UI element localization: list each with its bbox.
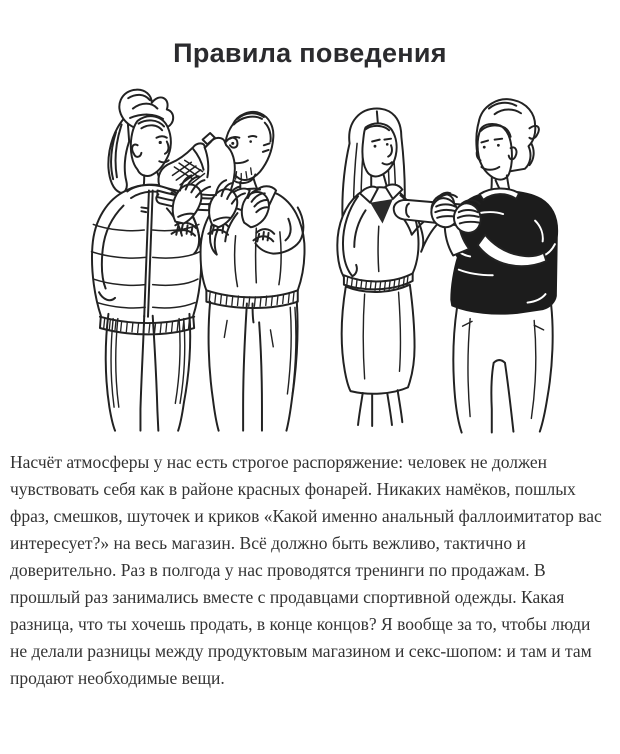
illustration	[18, 85, 602, 443]
article-paragraph: Насчёт атмосферы у нас есть строгое распоряжение: человек не должен чувствовать себя как в районе красных фонарей. Никаких намёков, пошлых фраз, смешков, шуточек и криков «Какой именно анальный фаллоимитатор вас интересует?» на весь магазин. Всё должно быть вежливо, тактично и доверительно. Раз в полгода у нас проводятся тренинги по продажам. В прошлый раз занимались вместе с продавцами спортивной одежды. Какая разница, что ты хочешь продать, в конце концов? Я вообще за то, чтобы люди не делали разницы между продуктовым магазином и секс-шопом: и там и там продают необходимые вещи.	[10, 451, 602, 688]
page-title: Правила поведения	[173, 38, 447, 68]
figure-woman-longhair	[337, 109, 438, 426]
figure-woman-ponytail	[91, 90, 201, 431]
figure-man-black-tshirt	[445, 99, 557, 432]
